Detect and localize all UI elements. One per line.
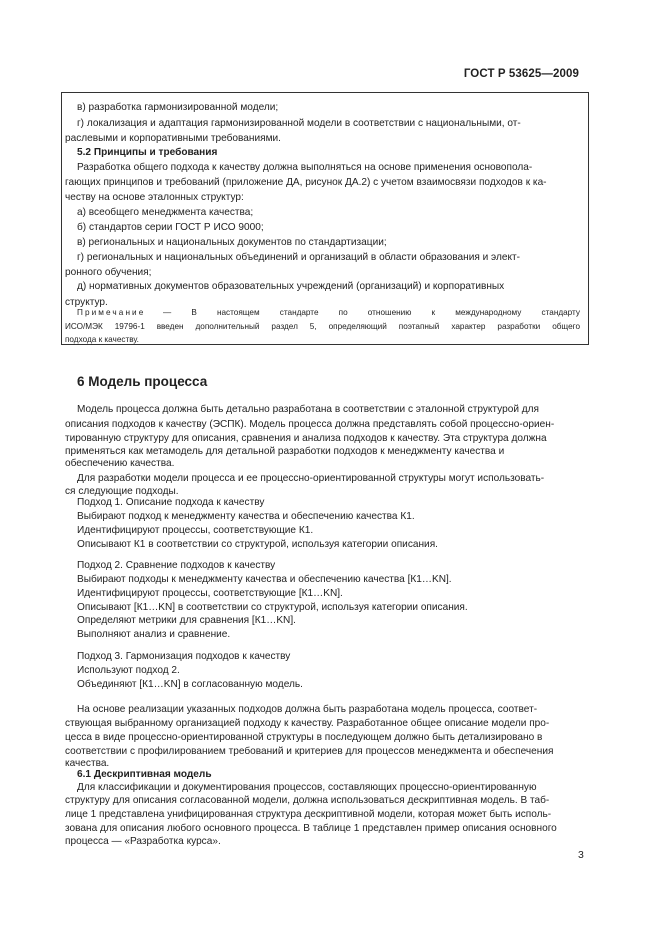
text-line: ронного обучения; bbox=[65, 267, 152, 278]
text-line: соответствии с профилированием требований и критериев для процессов менеджмента и обеспечения bbox=[65, 746, 554, 757]
text-line: применяться как метамодель для детальной разработки подходов к менеджменту качества и bbox=[65, 446, 505, 457]
text-line: в) региональных и национальных документов по стандартизации; bbox=[77, 237, 387, 248]
text-line: качества. bbox=[65, 758, 110, 769]
text-line: в) разработка гармонизированной модели; bbox=[77, 102, 279, 113]
text-line: процесса — «Разработка курса». bbox=[65, 836, 221, 847]
note-line: ИСО/МЭК 19796-1 введен дополнительный раздел 5, определяющий поэтапный характер разработки общего bbox=[65, 322, 580, 331]
text-line: обеспечению качества. bbox=[65, 458, 175, 469]
text-line: Подход 1. Описание подхода к качеству bbox=[77, 497, 265, 508]
text-line: д) нормативных документов образовательных учреждений (организаций) и корпоративных bbox=[77, 281, 505, 292]
text-line: раслевыми и корпоративными требованиями. bbox=[65, 133, 281, 144]
text-line: цесса в виде процессно-ориентированной структуры в последующем должно быть детализировано в bbox=[65, 732, 543, 743]
text-line: описания подходов к качеству (ЭСПК). Модель процесса должна представлять собой процессно-ориен- bbox=[65, 419, 555, 430]
document-id: ГОСТ Р 53625—2009 bbox=[463, 68, 579, 80]
text-line: Используют подход 2. bbox=[77, 665, 180, 676]
text-line: г) локализация и адаптация гармонизированной модели в соответствии с национальными, от- bbox=[77, 118, 521, 129]
text-line: ся следующие подходы. bbox=[65, 486, 179, 497]
text-line: Для классификации и документирования процессов, составляющих процессно-ориентированную bbox=[77, 782, 537, 793]
note-line: подхода к качеству. bbox=[65, 335, 139, 344]
text-line: тированную структуру для описания, сравнения и анализа подходов к качеству. Эта структура должна bbox=[65, 433, 547, 444]
text-line: На основе реализации указанных подходов должна быть разработана модель процесса, соответ- bbox=[77, 704, 538, 715]
text-line: структур. bbox=[65, 297, 108, 308]
text-line: Описывают К1 в соответствии со структурой, используя категории описания. bbox=[77, 539, 438, 550]
text-line: г) региональных и национальных объединений и организаций в области образования и элект- bbox=[77, 252, 520, 263]
subsection-heading: 5.2 Принципы и требования bbox=[77, 147, 218, 158]
text-line: Подход 3. Гармонизация подходов к качеству bbox=[77, 651, 291, 662]
text-line: Выбирают подходы к менеджменту качества и обеспечению качества [К1…KN]. bbox=[77, 574, 452, 585]
text-line: лице 1 представлена унифицированная структура дескриптивной модели, которая может быть исполь- bbox=[65, 809, 552, 820]
text-line: Идентифицируют процессы, соответствующие К1. bbox=[77, 525, 314, 536]
text-line: б) стандартов серии ГОСТ Р ИСО 9000; bbox=[77, 222, 264, 233]
text-line: Объединяют [К1…KN] в согласованную модель. bbox=[77, 679, 303, 690]
text-line: Модель процесса должна быть детально разработана в соответствии с эталонной структурой для bbox=[77, 404, 540, 415]
text-line: Для разработки модели процесса и ее процессно-ориентированной структуры могут использовать- bbox=[77, 473, 545, 484]
text-line: Подход 2. Сравнение подходов к качеству bbox=[77, 560, 276, 571]
text-line: Описывают [К1…KN] в соответствии со структурой, используя категории описания. bbox=[77, 602, 468, 613]
text-line: Разработка общего подхода к качеству должна выполняться на основе применения основопола- bbox=[77, 162, 533, 173]
text-line: структуру для описания согласованной модели, должна использоваться дескриптивная модель. В таб- bbox=[65, 795, 550, 806]
text-line: зована для описания любого основного процесса. В таблице 1 представлен пример описания основного bbox=[65, 823, 557, 834]
text-line: Идентифицируют процессы, соответствующие [К1…KN]. bbox=[77, 588, 343, 599]
text-line: Определяют метрики для сравнения [К1…KN]. bbox=[77, 615, 296, 626]
section-heading: 6 Модель процесса bbox=[77, 374, 208, 389]
text-line: ствующая выбранному организацией подходу к качеству. Разработанное общее описание модели про- bbox=[65, 718, 550, 729]
text-line: Выбирают подход к менеджменту качества и обеспечению качества К1. bbox=[77, 511, 415, 522]
subsection-heading: 6.1 Дескриптивная модель bbox=[77, 769, 212, 780]
text-line: честву на основе эталонных структур: bbox=[65, 192, 244, 203]
text-line: а) всеобщего менеджмента качества; bbox=[77, 207, 254, 218]
text-line: гающих принципов и требований (приложение ДА, рисунок ДА.2) с учетом взаимосвязи подходов к ка- bbox=[65, 177, 547, 188]
note-line: — В настоящем стандарте по отношению к международному стандарту bbox=[163, 308, 580, 317]
note-label: Примечание bbox=[77, 308, 146, 317]
text-line: Выполняют анализ и сравнение. bbox=[77, 629, 231, 640]
page-number: 3 bbox=[578, 849, 584, 861]
